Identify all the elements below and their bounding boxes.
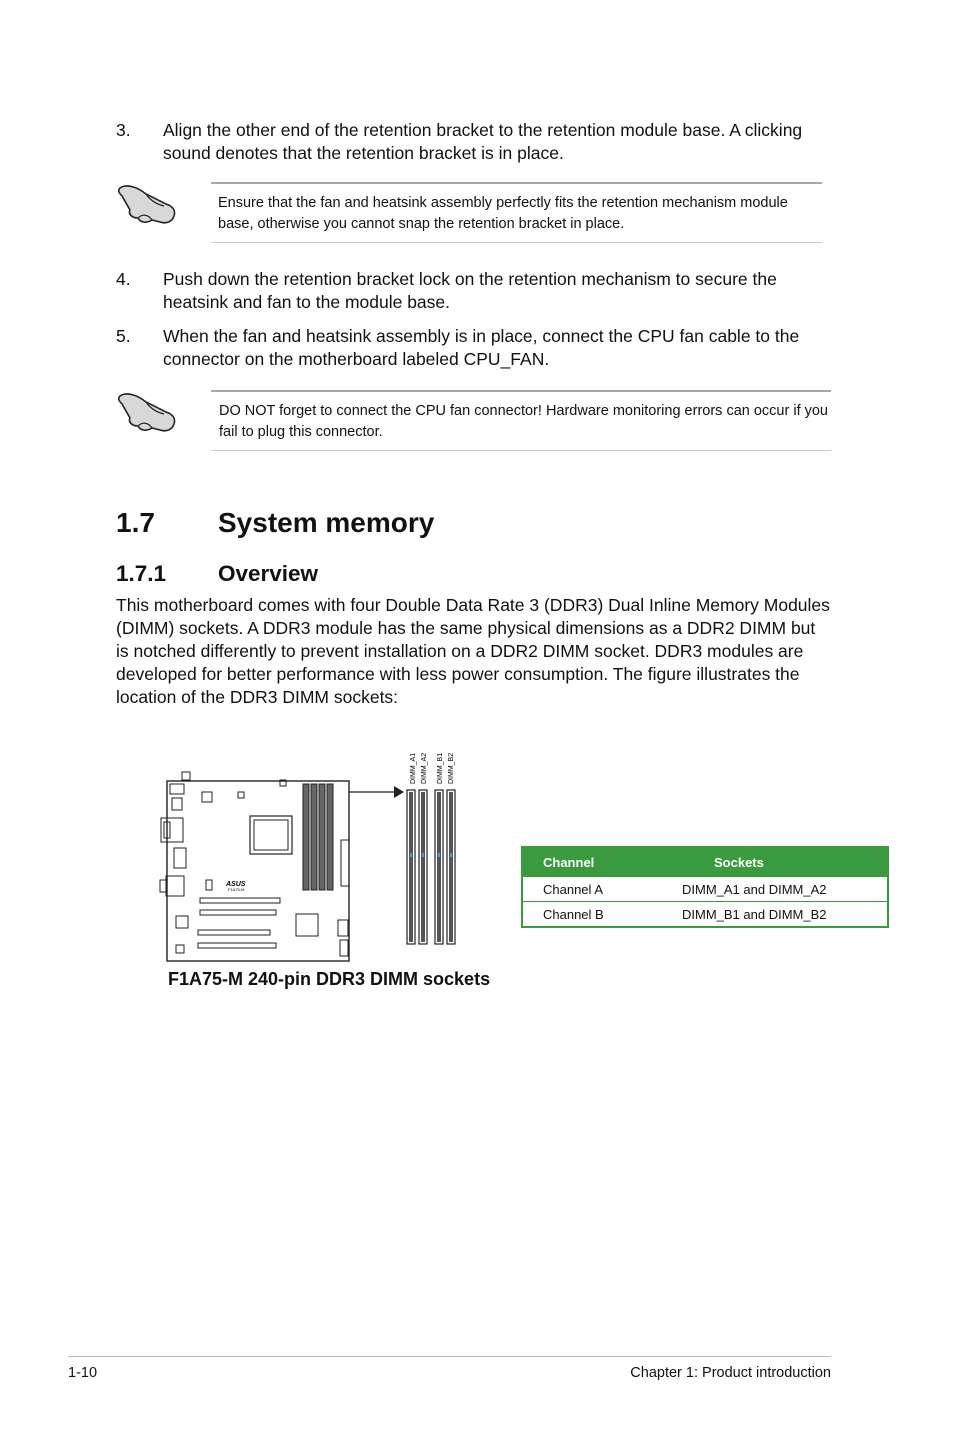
note-top-rule <box>211 182 822 184</box>
sockets-cell: DIMM_A1 and DIMM_A2 <box>662 877 888 902</box>
channel-cell: Channel A <box>522 877 662 902</box>
subsection-title: Overview <box>218 561 319 586</box>
note-bottom-rule <box>211 450 831 451</box>
hand-note-icon <box>116 388 182 438</box>
note-bottom-rule <box>211 242 822 243</box>
note-text: Ensure that the fan and heatsink assembly perfectly fits the retention mechanism module base, otherwise you cannot snap the retention bracket in place. <box>218 195 788 232</box>
overview-paragraph: This motherboard comes with four Double Data Rate 3 (DDR3) Dual Inline Memory Modules (DIMM) sockets. A DDR3 module has the same physical dimensions as a DDR2 DIMM but is notched differently to prevent installation on a DDR2 DIMM socket. DDR3 modules are developed for better performance with less power consumption. The figure illustrates the location of the DDR3 DIMM sockets: <box>116 595 830 707</box>
table-header-row <box>522 847 888 877</box>
dimm-a1-label: DIMM_A1 <box>410 752 417 784</box>
board-model-label: F1A75-M <box>228 887 245 892</box>
step-number: 5. <box>116 326 131 346</box>
section-number: 1.7 <box>116 507 155 538</box>
chapter-title: Chapter 1: Product introduction <box>630 1365 831 1381</box>
motherboard-diagram <box>158 740 478 965</box>
step-3 <box>0 119 954 169</box>
page-number: 1-10 <box>68 1365 98 1381</box>
figure-caption: F1A75-M 240-pin DDR3 DIMM sockets <box>168 969 491 989</box>
section-title: System memory <box>218 507 435 538</box>
dimm-b1-label: DIMM_B1 <box>437 752 444 784</box>
footer-rule <box>68 1356 831 1357</box>
channel-table-wrapper <box>521 846 889 928</box>
channel-table <box>521 846 889 928</box>
header-sockets: Sockets <box>662 847 888 877</box>
channel-cell: Channel B <box>522 902 662 928</box>
subsection-number: 1.7.1 <box>116 561 167 586</box>
table-row <box>522 902 888 928</box>
note-text: DO NOT forget to connect the CPU fan connector! Hardware monitoring errors can occur if you fail to plug this connector. <box>219 403 828 440</box>
step-text: When the fan and heatsink assembly is in place, connect the CPU fan cable to the connector on the motherboard labeled CPU_FAN. <box>163 326 800 369</box>
hand-note-icon <box>116 180 182 230</box>
step-5 <box>0 325 954 375</box>
sockets-cell: DIMM_B1 and DIMM_B2 <box>662 902 888 928</box>
table-row <box>522 877 888 902</box>
dimm-a2-label: DIMM_A2 <box>421 752 428 784</box>
step-text: Align the other end of the retention bracket to the retention module base. A clicking sound denotes that the retention bracket is in place. <box>163 120 803 163</box>
note-top-rule <box>211 390 831 392</box>
board-logo: ASUS <box>226 881 246 888</box>
dimm-b2-label: DIMM_B2 <box>448 752 455 784</box>
header-channel: Channel <box>522 847 662 877</box>
step-text: Push down the retention bracket lock on the retention mechanism to secure the heatsink and fan to the module base. <box>163 269 777 312</box>
step-number: 4. <box>116 269 131 289</box>
step-number: 3. <box>116 120 131 140</box>
step-4 <box>0 268 954 318</box>
